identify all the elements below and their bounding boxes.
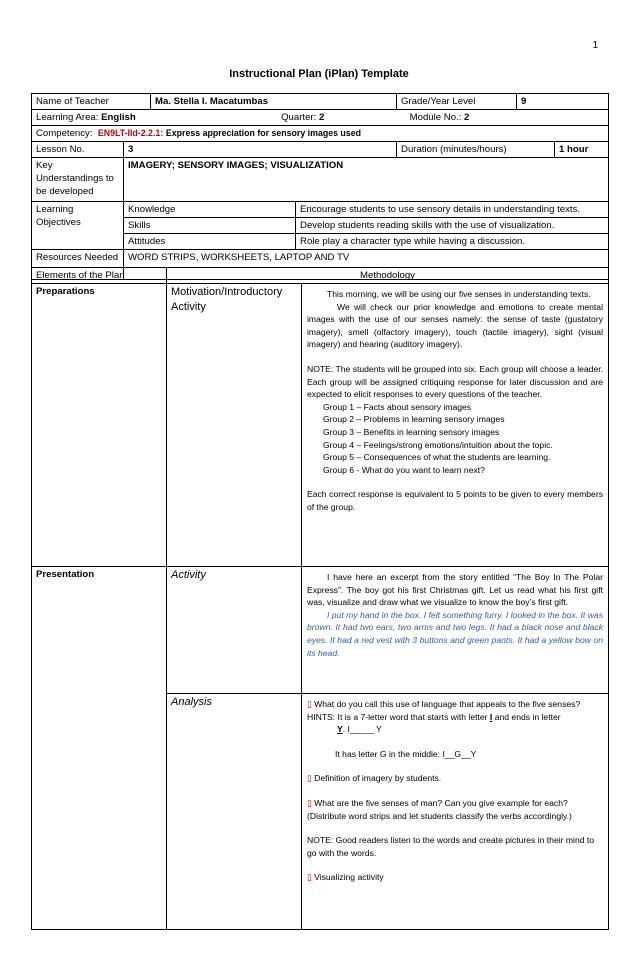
- analysis-question: ▯ What are the five senses of man? Can you give example for each? (Distribute word strips and let students classify the verbs accordingly.): [307, 797, 572, 821]
- group-item: Group 1 – Facts about sensory images: [323, 401, 472, 412]
- analysis-content: [302, 694, 609, 930]
- bullet-icon: ▯: [307, 699, 312, 709]
- bullet-icon: ▯: [307, 797, 312, 808]
- competency-label: Competency:: [36, 128, 93, 139]
- motivation-activity-label: Motivation/Introductory Activity: [167, 284, 302, 567]
- learning-area-value: English: [101, 112, 136, 123]
- quarter-value: 2: [318, 112, 325, 123]
- preparations-content: [302, 284, 609, 567]
- analysis-note: NOTE: Good readers listen to the words and create pictures in their mind to go with the words.: [307, 835, 595, 858]
- analysis-question: ▯ Definition of imagery by students.: [307, 773, 442, 784]
- objective-domain: Knowledge: [124, 202, 296, 218]
- prep-paragraph: We will check our prior knowledge and emotions to create mental images with the use of our senses namely: the sense of taste (gustatory imagery), smell (olfactory imagery), touch (tactile imagery), sight (visual imagery) and hearing (auditory imagery).: [307, 301, 603, 350]
- prep-paragraph: This morning, we will be using our five senses in understanding texts.: [327, 289, 591, 299]
- teacher-value: Ma. Stella I. Macatumbas: [151, 94, 397, 110]
- group-item: Group 5 – Consequences of what the students are learning.: [323, 452, 551, 463]
- competency-row: [32, 126, 609, 142]
- story-excerpt: I put my hand in the box. I felt something furry. I looked in the box. It was brown. It had two ears, two arms and two legs. It had a black nose and black eyes. It had a red vest with 3 buttons and green pants. It had a yellow bow on its head.: [307, 609, 603, 658]
- prep-note: NOTE: The students will be grouped into six. Each group will choose a leader. Each group will be assigned critiquing response for later discussion and are expected to elicit responses to every questions of the teacher.: [307, 363, 604, 400]
- analysis-label: Analysis: [167, 694, 302, 930]
- module-value: 2: [464, 112, 470, 123]
- objective-text: Develop students reading skills with the use of visualization.: [296, 218, 609, 234]
- lesson-value: 3: [124, 142, 397, 158]
- objective-domain: Skills: [124, 218, 296, 234]
- preparations-label: Preparations: [32, 284, 167, 567]
- methodology-table: [31, 267, 609, 930]
- activity-paragraph: I have here an excerpt from the story entitled “The Boy In The Polar Express”. The boy got his first Christmas gift. Let us read what his first gift was, visualize and draw what we visualize to know the boy’s first gift.: [307, 572, 603, 608]
- lesson-label: Lesson No.: [32, 142, 124, 158]
- group-item: Group 3 – Benefits in learning sensory images: [323, 426, 500, 437]
- group-item: Group 2 – Problems in learning sensory images: [323, 414, 505, 425]
- objective-text: Role play a character type while having a discussion.: [296, 234, 609, 250]
- activity-label: Activity: [167, 567, 302, 694]
- analysis-hint-blank: Y. I_____ Y: [337, 724, 382, 735]
- bullet-icon: ▯: [307, 872, 312, 883]
- presentation-label: Presentation: [32, 567, 167, 930]
- grade-label: Grade/Year Level: [397, 94, 517, 110]
- elements-header: Elements of the Plan: [32, 268, 167, 284]
- prep-points: Each correct response is equivalent to 5 points to be given to every members of the group.: [307, 489, 603, 512]
- analysis-question: ▯ What do you call this use of language that appeals to the five senses?: [307, 699, 581, 709]
- objectives-label: Learning Objectives: [32, 202, 124, 250]
- competency-code: EN9LT-IId-2.2.1:: [97, 128, 164, 138]
- grade-value: 9: [517, 94, 609, 110]
- bullet-icon: ▯: [307, 773, 312, 784]
- document-title: Instructional Plan (iPlan) Template: [229, 68, 409, 80]
- objective-domain: Attitudes: [124, 234, 296, 250]
- teacher-label: Name of Teacher: [32, 94, 151, 110]
- module-label: Module No.:: [409, 112, 462, 123]
- duration-value: 1 hour: [555, 142, 609, 158]
- analysis-hint-2: It has letter G in the middle: I__G__Y: [335, 748, 477, 759]
- quarter-label: Quarter:: [281, 112, 317, 123]
- analysis-hint: HINTS: It is a 7-letter word that starts with letter I and ends in letter: [307, 711, 561, 722]
- plan-header-table: [31, 93, 609, 280]
- resources-value: WORD STRIPS, WORKSHEETS, LAPTOP AND TV: [124, 250, 609, 280]
- key-understandings-value: IMAGERY; SENSORY IMAGES; VISUALIZATION: [124, 158, 609, 202]
- learning-area-row: [32, 110, 609, 126]
- resources-label: Resources Needed: [32, 250, 124, 280]
- analysis-question: ▯ Visualizing activity: [307, 872, 384, 883]
- group-item: Group 6 - What do you want to learn next?: [323, 464, 485, 475]
- competency-text: Express appreciation for sensory images used: [165, 128, 361, 138]
- key-understandings-label: Key Understandings to be developed: [32, 158, 124, 202]
- group-item: Group 4 – Feelings/strong emotions/intuition about the topic.: [323, 439, 553, 450]
- learning-area-label: Learning Area:: [36, 112, 99, 123]
- duration-label: Duration (minutes/hours): [397, 142, 555, 158]
- methodology-header: Methodology: [167, 268, 609, 284]
- objective-text: Encourage students to use sensory details in understanding texts.: [296, 202, 609, 218]
- activity-content: [302, 567, 609, 694]
- page-number: 1: [592, 40, 598, 51]
